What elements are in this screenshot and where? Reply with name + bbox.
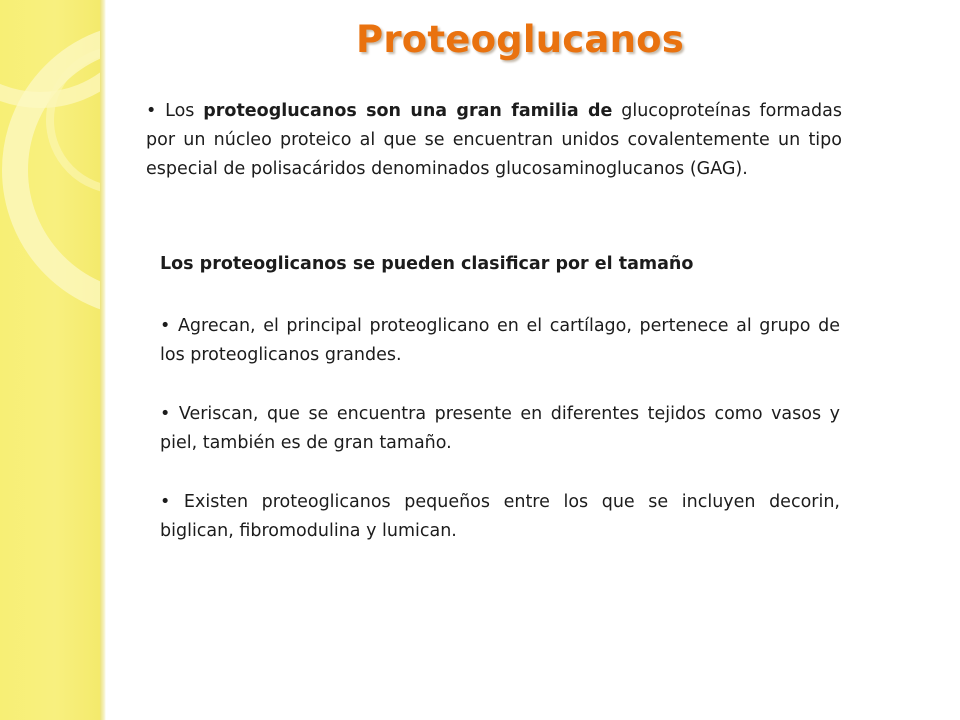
list-item-text: Agrecan, el principal proteoglicano en el cartílago, pertenece al grupo de los proteoglicanos grandes. <box>160 316 840 365</box>
list-item-text: Existen proteoglicanos pequeños entre los que se incluyen decorin, biglican, fibromodulina y lumican. <box>160 492 840 541</box>
classification-heading: Los proteoglicanos se pueden clasificar por el tamaño <box>160 254 694 274</box>
list-item <box>160 488 840 546</box>
intro-bullet: • <box>146 101 157 121</box>
list-item <box>160 312 840 370</box>
side-band-edge <box>100 0 106 720</box>
intro-paragraph <box>146 97 842 184</box>
list-bullet: • <box>160 404 171 424</box>
decorative-side-band <box>0 0 100 720</box>
list-item <box>160 400 840 458</box>
intro-rest: glucoproteínas formadas por un núcleo proteico al que se encuentran unidos covalentemente un tipo especial de polisacáridos denominados glucosaminoglucanos (GAG). <box>146 101 842 179</box>
decorative-rings <box>0 0 100 720</box>
list-bullet: • <box>160 492 171 512</box>
list-item-text: Veriscan, que se encuentra presente en diferentes tejidos como vasos y piel, también es de gran tamaño. <box>160 404 840 453</box>
list-bullet: • <box>160 316 171 336</box>
intro-bold-phrase: proteoglucanos son una gran familia de <box>203 101 613 121</box>
slide-title: Proteoglucanos <box>356 18 684 61</box>
intro-lead: Los <box>165 101 195 121</box>
classification-list <box>160 312 840 576</box>
